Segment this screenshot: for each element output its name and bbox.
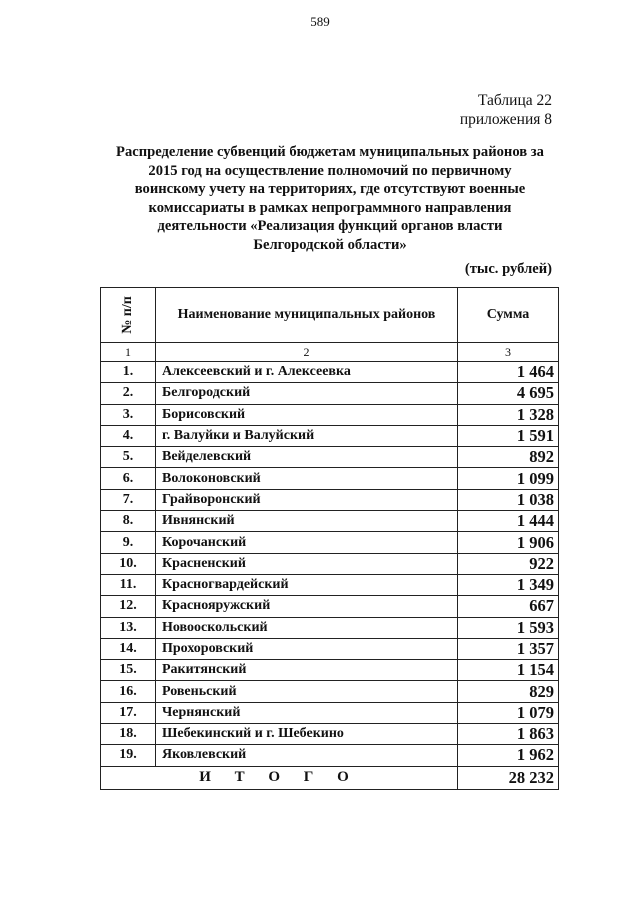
- row-number: 19.: [101, 745, 156, 766]
- title-line: Распределение субвенций бюджетам муниципальных районов за: [116, 144, 544, 160]
- table-row: [101, 596, 559, 617]
- column-number: 2: [156, 343, 458, 362]
- row-number: 18.: [101, 724, 156, 745]
- district-name: Ракитянский: [156, 660, 458, 681]
- row-number: 16.: [101, 681, 156, 702]
- district-name: Ровеньский: [156, 681, 458, 702]
- district-name: Красненский: [156, 553, 458, 574]
- table-header-row: [101, 288, 559, 343]
- table-row: [101, 681, 559, 702]
- table-row: [101, 489, 559, 510]
- row-sum: 1 444: [458, 511, 559, 532]
- table-reference: [460, 91, 552, 129]
- page-number: 589: [310, 14, 330, 29]
- row-sum: 1 863: [458, 724, 559, 745]
- district-name: Краснояружский: [156, 596, 458, 617]
- total-sum: 28 232: [458, 766, 559, 789]
- table-row: [101, 745, 559, 766]
- row-sum: 1 464: [458, 362, 559, 383]
- title-line: воинскому учету на территориях, где отсутствуют военные: [134, 181, 526, 198]
- title-line: Белгородской области»: [253, 236, 407, 253]
- table-row: [101, 425, 559, 446]
- district-name: Новооскольский: [156, 617, 458, 638]
- table-row: [101, 638, 559, 659]
- row-number: 8.: [101, 511, 156, 532]
- row-sum: 1 357: [458, 638, 559, 659]
- district-name: Грайворонский: [156, 489, 458, 510]
- table-row: [101, 383, 559, 404]
- column-number-row: [101, 343, 559, 362]
- row-sum: 1 906: [458, 532, 559, 553]
- table-row: [101, 447, 559, 468]
- row-sum: 1 962: [458, 745, 559, 766]
- table-row: [101, 660, 559, 681]
- row-number: 10.: [101, 553, 156, 574]
- row-number: 9.: [101, 532, 156, 553]
- district-name: Шебекинский и г. Шебекино: [156, 724, 458, 745]
- district-name: г. Валуйки и Валуйский: [156, 425, 458, 446]
- row-number: 6.: [101, 468, 156, 489]
- units-label: (тыс. рублей): [464, 261, 552, 277]
- table-row: [101, 702, 559, 723]
- subsidy-table: [100, 287, 559, 790]
- row-sum: 1 591: [458, 425, 559, 446]
- column-number: 1: [101, 343, 156, 362]
- row-sum: 1 154: [458, 660, 559, 681]
- table-row: [101, 468, 559, 489]
- title-line: деятельности «Реализация функций органов власти: [157, 218, 503, 235]
- district-name: Алексеевский и г. Алексеевка: [156, 362, 458, 383]
- district-name: Борисовский: [156, 404, 458, 425]
- row-number: 3.: [101, 404, 156, 425]
- district-name: Красногвардейский: [156, 574, 458, 595]
- table-row: [101, 574, 559, 595]
- district-name: Волоконовский: [156, 468, 458, 489]
- row-sum: 1 593: [458, 617, 559, 638]
- district-name: Прохоровский: [156, 638, 458, 659]
- district-name: Ивнянский: [156, 511, 458, 532]
- table-row: [101, 617, 559, 638]
- row-sum: 1 079: [458, 702, 559, 723]
- row-sum: 667: [458, 596, 559, 617]
- district-name: Яковлевский: [156, 745, 458, 766]
- header-number-text: № п/п: [120, 296, 135, 334]
- row-sum: 4 695: [458, 383, 559, 404]
- row-sum: 1 349: [458, 574, 559, 595]
- table-row: [101, 362, 559, 383]
- column-number: 3: [458, 343, 559, 362]
- table-row: [101, 404, 559, 425]
- total-label: И Т О Г О: [101, 766, 458, 789]
- header-name: Наименование муниципальных районов: [156, 288, 458, 343]
- header-sum: Сумма: [458, 288, 559, 343]
- row-number: 4.: [101, 425, 156, 446]
- row-sum: 1 328: [458, 404, 559, 425]
- row-number: 5.: [101, 447, 156, 468]
- table-row: [101, 532, 559, 553]
- row-number: 7.: [101, 489, 156, 510]
- table-reference-line: Таблица 22: [477, 92, 552, 109]
- row-number: 11.: [101, 574, 156, 595]
- district-name: Белгородский: [156, 383, 458, 404]
- total-row: [101, 766, 559, 789]
- document-title: [100, 143, 560, 255]
- district-name: Вейделевский: [156, 447, 458, 468]
- district-name: Чернянский: [156, 702, 458, 723]
- table-row: [101, 724, 559, 745]
- row-number: 15.: [101, 660, 156, 681]
- title-line: комиссариаты в рамках непрограммного направления: [148, 199, 512, 216]
- row-sum: 1 099: [458, 468, 559, 489]
- table-row: [101, 511, 559, 532]
- row-number: 13.: [101, 617, 156, 638]
- header-number: [101, 288, 156, 343]
- table-reference-line: приложения 8: [459, 111, 552, 128]
- row-sum: 1 038: [458, 489, 559, 510]
- row-sum: 922: [458, 553, 559, 574]
- row-number: 2.: [101, 383, 156, 404]
- district-name: Корочанский: [156, 532, 458, 553]
- row-sum: 829: [458, 681, 559, 702]
- title-line: 2015 год на осуществление полномочий по первичному: [148, 162, 512, 179]
- row-number: 14.: [101, 638, 156, 659]
- row-sum: 892: [458, 447, 559, 468]
- row-number: 1.: [101, 362, 156, 383]
- row-number: 17.: [101, 702, 156, 723]
- table-row: [101, 553, 559, 574]
- row-number: 12.: [101, 596, 156, 617]
